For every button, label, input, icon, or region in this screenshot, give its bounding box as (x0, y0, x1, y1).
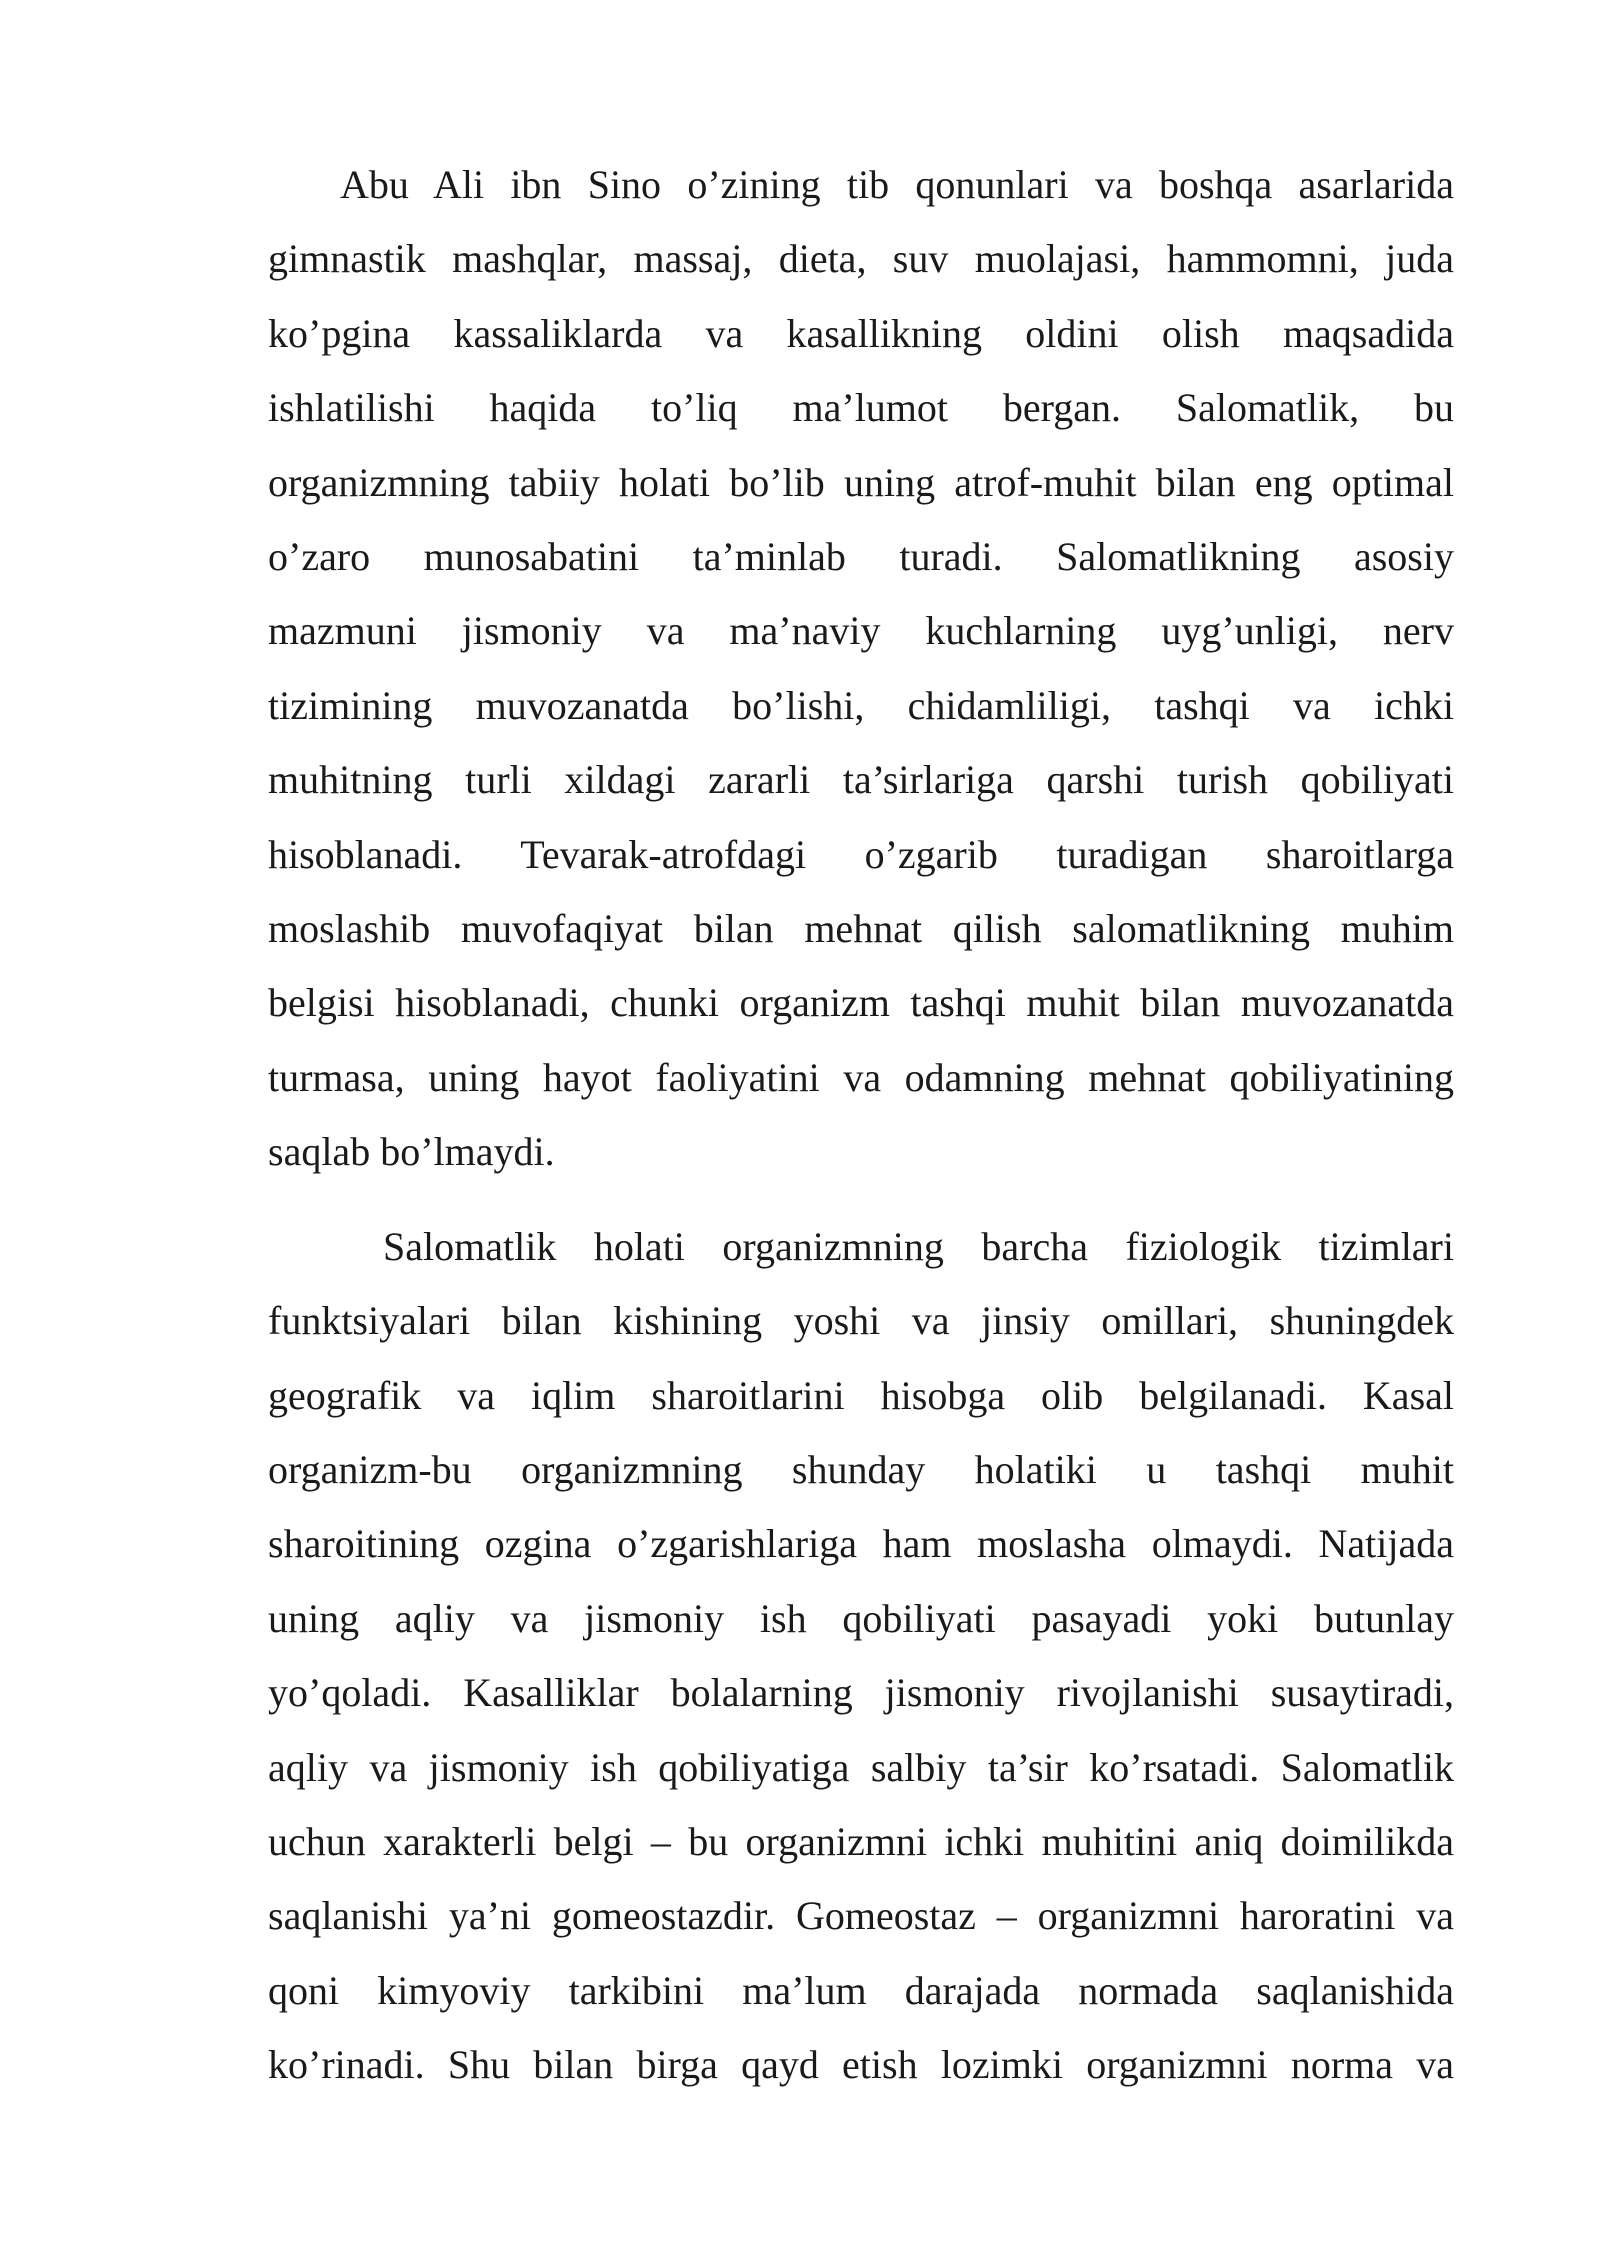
text-line: saqlanishi ya’ni gomeostazdir. Gomeostaz – organizmni haroratini va (268, 1893, 1454, 1939)
text-line: aqliy va jismoniy ish qobiliyatiga salbiy ta’sir ko’rsatadi. Salomatlik (268, 1744, 1454, 1790)
text-line: organizmning tabiiy holati bo’lib uning atrof-muhit bilan eng optimal (268, 459, 1454, 505)
text-line: ko’rinadi. Shu bilan birga qayd etish lozimki organizmni norma va (268, 2042, 1454, 2088)
paragraph-1 (268, 148, 1454, 1190)
paragraph-2 (268, 1210, 1454, 2103)
text-line: geografik va iqlim sharoitlarini hisobga olib belgilanadi. Kasal (268, 1372, 1454, 1418)
text-line: organizm-bu organizmning shunday holatiki u tashqi muhit (268, 1446, 1454, 1492)
text-line: o’zaro munosabatini ta’minlab turadi. Salomatlikning asosiy (268, 534, 1454, 580)
text-line: mazmuni jismoniy va ma’naviy kuchlarning uyg’unligi, nerv (268, 608, 1454, 654)
text-line: funktsiyalari bilan kishining yoshi va jinsiy omillari, shuningdek (268, 1298, 1454, 1344)
text-line: muhitning turli xildagi zararli ta’sirlariga qarshi turish qobiliyati (268, 757, 1454, 803)
text-line: gimnastik mashqlar, massaj, dieta, suv muolajasi, hammomni, juda (268, 236, 1454, 282)
text-line: hisoblanadi. Tevarak-atrofdagi o’zgarib turadigan sharoitlarga (268, 831, 1454, 877)
text-line: Abu Ali ibn Sino o’zining tib qonunlari va boshqa asarlarida (340, 162, 1454, 207)
document-body (268, 148, 1454, 2103)
text-line: uchun xarakterli belgi – bu organizmni ichki muhitini aniq doimilikda (268, 1818, 1454, 1864)
text-line: yo’qoladi. Kasalliklar bolalarning jismoniy rivojlanishi susaytiradi, (268, 1670, 1454, 1716)
text-line: uning aqliy va jismoniy ish qobiliyati pasayadi yoki butunlay (268, 1595, 1454, 1641)
text-line: turmasa, uning hayot faoliyatini va odamning mehnat qobiliyatining (268, 1054, 1454, 1100)
paragraph-spacer (268, 1190, 1454, 1210)
text-line: saqlab bo’lmaydi. (268, 1129, 555, 1175)
text-line: tizimining muvozanatda bo’lishi, chidamliligi, tashqi va ichki (268, 682, 1454, 728)
text-line: ishlatilishi haqida to’liq ma’lumot bergan. Salomatlik, bu (268, 385, 1454, 431)
text-line: belgisi hisoblanadi, chunki organizm tashqi muhit bilan muvozanatda (268, 980, 1454, 1026)
text-line: ko’pgina kassaliklarda va kasallikning oldini olish maqsadida (268, 310, 1454, 356)
text-line: sharoitining ozgina o’zgarishlariga ham moslasha olmaydi. Natijada (268, 1521, 1454, 1567)
text-line: Salomatlik holati organizmning barcha fiziologik tizimlari (383, 1223, 1454, 1269)
text-line: moslashib muvofaqiyat bilan mehnat qilish salomatlikning muhim (268, 906, 1454, 952)
text-line: qoni kimyoviy tarkibini ma’lum darajada normada saqlanishida (268, 1967, 1454, 2013)
